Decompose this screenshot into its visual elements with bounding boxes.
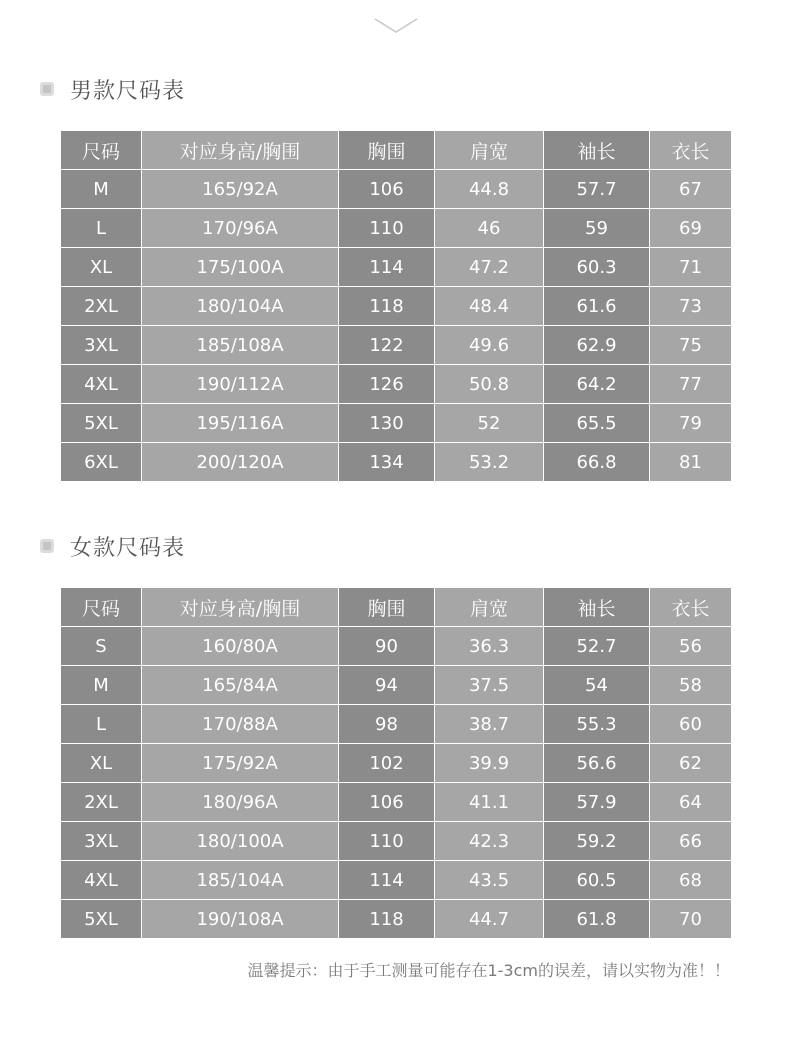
table-cell: 2XL xyxy=(61,783,142,822)
table-row xyxy=(61,404,732,443)
table-cell: 49.6 xyxy=(435,326,544,365)
table-cell: 110 xyxy=(339,209,435,248)
column-header: 袖长 xyxy=(544,131,650,170)
column-header: 衣长 xyxy=(650,588,732,627)
table-cell: 41.1 xyxy=(435,783,544,822)
table-row xyxy=(61,666,732,705)
table-row xyxy=(61,900,732,939)
table-cell: 90 xyxy=(339,627,435,666)
table-cell: 44.7 xyxy=(435,900,544,939)
table-cell: 57.9 xyxy=(544,783,650,822)
table-cell: 5XL xyxy=(61,900,142,939)
column-header: 胸围 xyxy=(339,131,435,170)
table-cell: 70 xyxy=(650,900,732,939)
table-cell: 165/84A xyxy=(142,666,339,705)
column-header: 尺码 xyxy=(61,588,142,627)
table-cell: L xyxy=(61,705,142,744)
table-cell: 64.2 xyxy=(544,365,650,404)
column-header: 对应身高/胸围 xyxy=(142,131,339,170)
table-cell: 2XL xyxy=(61,287,142,326)
table-row xyxy=(61,705,732,744)
table-row xyxy=(61,248,732,287)
table-cell: 61.8 xyxy=(544,900,650,939)
table-cell: 37.5 xyxy=(435,666,544,705)
table-cell: 175/92A xyxy=(142,744,339,783)
column-header: 袖长 xyxy=(544,588,650,627)
table-cell: 46 xyxy=(435,209,544,248)
square-bullet-icon xyxy=(40,539,54,553)
table-cell: 160/80A xyxy=(142,627,339,666)
measurement-note: 温馨提示：由于手工测量可能存在1-3cm的误差，请以实物为准！！ xyxy=(247,961,730,980)
table-cell: 170/96A xyxy=(142,209,339,248)
table-cell: 71 xyxy=(650,248,732,287)
table-cell: 64 xyxy=(650,783,732,822)
table-cell: 122 xyxy=(339,326,435,365)
men-size-table xyxy=(60,130,732,482)
table-cell: S xyxy=(61,627,142,666)
table-row xyxy=(61,170,732,209)
table-row xyxy=(61,783,732,822)
table-cell: 50.8 xyxy=(435,365,544,404)
table-cell: 106 xyxy=(339,170,435,209)
table-cell: 134 xyxy=(339,443,435,482)
men-section-title xyxy=(40,75,185,103)
women-section-title xyxy=(40,532,185,560)
table-cell: 180/96A xyxy=(142,783,339,822)
table-cell: 79 xyxy=(650,404,732,443)
table-cell: 62.9 xyxy=(544,326,650,365)
men-header-row xyxy=(61,131,732,170)
table-cell: 110 xyxy=(339,822,435,861)
table-cell: 77 xyxy=(650,365,732,404)
table-cell: 180/104A xyxy=(142,287,339,326)
table-cell: 190/108A xyxy=(142,900,339,939)
table-cell: 65.5 xyxy=(544,404,650,443)
table-cell: 43.5 xyxy=(435,861,544,900)
table-cell: 56 xyxy=(650,627,732,666)
table-cell: 54 xyxy=(544,666,650,705)
table-cell: 81 xyxy=(650,443,732,482)
square-bullet-icon xyxy=(40,82,54,96)
table-row xyxy=(61,744,732,783)
table-cell: 44.8 xyxy=(435,170,544,209)
table-cell: 60.3 xyxy=(544,248,650,287)
table-cell: 36.3 xyxy=(435,627,544,666)
table-cell: 60.5 xyxy=(544,861,650,900)
table-cell: 98 xyxy=(339,705,435,744)
table-row xyxy=(61,627,732,666)
table-cell: 68 xyxy=(650,861,732,900)
table-cell: 126 xyxy=(339,365,435,404)
table-cell: 66 xyxy=(650,822,732,861)
table-cell: 56.6 xyxy=(544,744,650,783)
table-cell: 190/112A xyxy=(142,365,339,404)
table-cell: 52 xyxy=(435,404,544,443)
table-cell: 4XL xyxy=(61,861,142,900)
table-cell: M xyxy=(61,170,142,209)
table-cell: 57.7 xyxy=(544,170,650,209)
table-cell: 39.9 xyxy=(435,744,544,783)
table-cell: 114 xyxy=(339,248,435,287)
table-cell: XL xyxy=(61,744,142,783)
column-header: 胸围 xyxy=(339,588,435,627)
table-cell: 59.2 xyxy=(544,822,650,861)
table-cell: 165/92A xyxy=(142,170,339,209)
table-cell: 48.4 xyxy=(435,287,544,326)
table-cell: 175/100A xyxy=(142,248,339,287)
table-cell: 3XL xyxy=(61,822,142,861)
table-cell: 6XL xyxy=(61,443,142,482)
women-header-row xyxy=(61,588,732,627)
table-cell: 66.8 xyxy=(544,443,650,482)
table-cell: 106 xyxy=(339,783,435,822)
column-header: 肩宽 xyxy=(435,131,544,170)
table-row xyxy=(61,209,732,248)
men-title-text: 男款尺码表 xyxy=(70,78,186,104)
table-cell: 200/120A xyxy=(142,443,339,482)
column-header: 尺码 xyxy=(61,131,142,170)
table-cell: 75 xyxy=(650,326,732,365)
women-title-text: 女款尺码表 xyxy=(70,535,186,561)
table-cell: 4XL xyxy=(61,365,142,404)
table-cell: 53.2 xyxy=(435,443,544,482)
table-cell: 73 xyxy=(650,287,732,326)
table-row xyxy=(61,365,732,404)
table-row xyxy=(61,326,732,365)
table-cell: 55.3 xyxy=(544,705,650,744)
table-row xyxy=(61,822,732,861)
column-header: 衣长 xyxy=(650,131,732,170)
table-cell: M xyxy=(61,666,142,705)
column-header: 肩宽 xyxy=(435,588,544,627)
table-cell: 3XL xyxy=(61,326,142,365)
table-row xyxy=(61,287,732,326)
table-cell: 130 xyxy=(339,404,435,443)
table-cell: 61.6 xyxy=(544,287,650,326)
table-cell: 114 xyxy=(339,861,435,900)
table-cell: 60 xyxy=(650,705,732,744)
table-cell: 52.7 xyxy=(544,627,650,666)
table-cell: 102 xyxy=(339,744,435,783)
table-cell: 170/88A xyxy=(142,705,339,744)
table-cell: 67 xyxy=(650,170,732,209)
table-cell: 195/116A xyxy=(142,404,339,443)
table-cell: 5XL xyxy=(61,404,142,443)
table-cell: L xyxy=(61,209,142,248)
table-cell: 118 xyxy=(339,900,435,939)
table-cell: XL xyxy=(61,248,142,287)
table-cell: 185/108A xyxy=(142,326,339,365)
table-cell: 69 xyxy=(650,209,732,248)
table-cell: 62 xyxy=(650,744,732,783)
women-size-table xyxy=(60,587,732,939)
table-cell: 185/104A xyxy=(142,861,339,900)
table-cell: 42.3 xyxy=(435,822,544,861)
table-row xyxy=(61,443,732,482)
table-cell: 118 xyxy=(339,287,435,326)
column-header: 对应身高/胸围 xyxy=(142,588,339,627)
table-cell: 94 xyxy=(339,666,435,705)
chevron-down-icon xyxy=(373,16,419,36)
table-cell: 59 xyxy=(544,209,650,248)
table-cell: 58 xyxy=(650,666,732,705)
table-row xyxy=(61,861,732,900)
table-cell: 47.2 xyxy=(435,248,544,287)
table-cell: 38.7 xyxy=(435,705,544,744)
table-cell: 180/100A xyxy=(142,822,339,861)
